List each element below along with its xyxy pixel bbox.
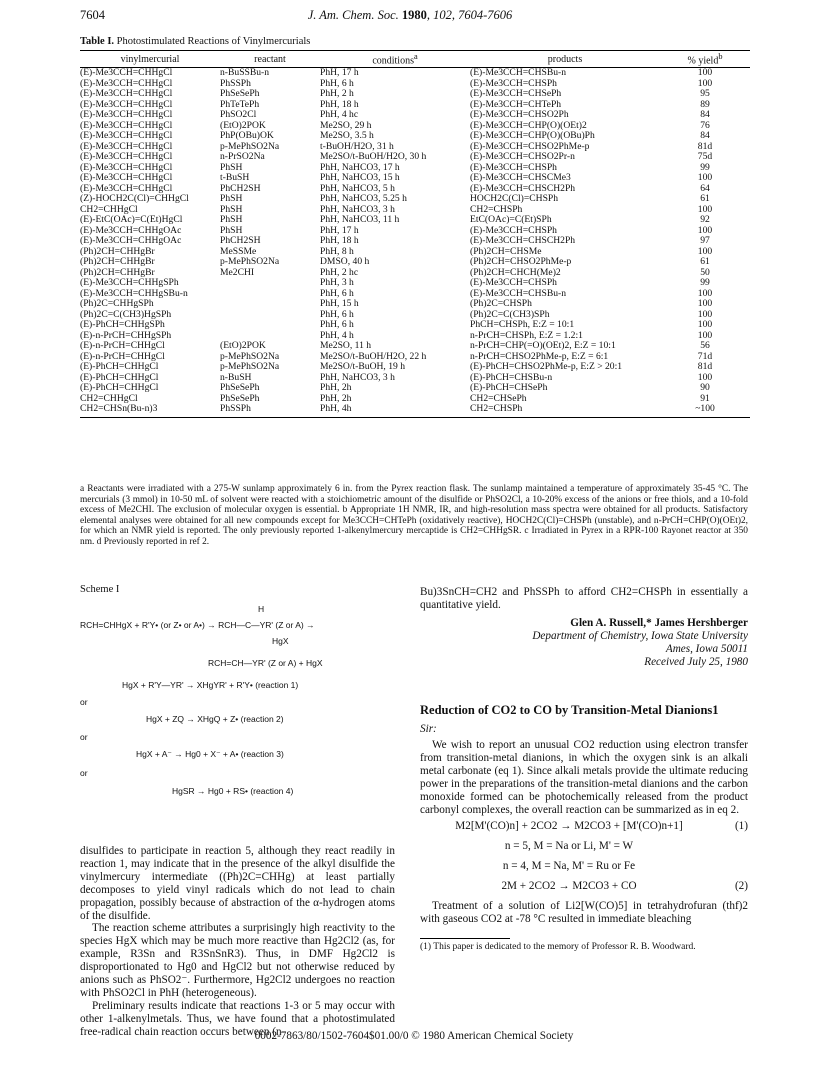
table-row <box>80 110 750 121</box>
table-cell <box>220 299 320 310</box>
table-row <box>80 362 750 373</box>
table-row <box>80 131 750 142</box>
table-cell: DMSO, 40 h <box>320 256 370 268</box>
table-cell: 100 <box>697 224 713 236</box>
table-cell: 84 <box>700 130 710 142</box>
table-cell: (E)-Me3CCH=CHP(O)(OBu)Ph <box>470 130 595 142</box>
table-cell: (Ph)2C=CHHgSPh <box>80 298 154 310</box>
table-row <box>80 100 750 111</box>
paragraph: Preliminary results indicate that reactions 1-3 or 5 may occur with other 1-alkenylmetals. Thus, we have found that a photostimulated free-radical chain reaction occurs between (n- <box>80 999 395 1038</box>
table-cell: PhH, 6 h <box>320 287 354 299</box>
table-cell: PhCH=CHSPh, E:Z = 10:1 <box>470 319 575 331</box>
scheme-line: HgX <box>272 636 289 646</box>
table-cell: CH2=CHSePh <box>470 392 527 404</box>
table-cell: 61 <box>700 193 710 205</box>
table-cell: PhSeSePh <box>220 382 260 394</box>
equation-1-condition: n = 4, M = Na, M' = Ru or Fe <box>502 859 636 872</box>
salutation: Sir: <box>420 723 437 736</box>
equation-1-condition: n = 5, M = Na or Li, M' = W <box>504 839 634 852</box>
authors: Glen A. Russell,* James Hershberger <box>570 616 748 629</box>
table-cell: PhSeSePh <box>220 392 260 404</box>
table-cell: (Ph)2CH=CHSMe <box>470 245 542 257</box>
table-cell: (E)-Me3CCH=CHSPh <box>470 161 557 173</box>
table-cell: PhH, 2h <box>320 382 352 394</box>
table-cell: PhH, 18 h <box>320 235 359 247</box>
table-cell: (E)-Me3CCH=CHSCH2Ph <box>470 235 576 247</box>
table-cell: PhH, 17 h <box>320 224 359 236</box>
table-cell: 81d <box>697 140 713 152</box>
table-cell: PhH, 4 h <box>320 329 354 341</box>
column-header: vinylmercurial <box>80 51 220 68</box>
table-cell: (E)-n-PrCH=CHHgCl <box>80 350 165 362</box>
table-row <box>80 79 750 90</box>
footnote-divider <box>420 938 510 939</box>
table-cell: 81d <box>697 361 713 373</box>
table-row <box>80 163 750 174</box>
received-date: Received July 25, 1980 <box>644 655 748 668</box>
table-cell: (E)-PhCH=CHHgCl <box>80 371 159 383</box>
table-header-row <box>80 51 750 68</box>
table-cell: PhH, NaHCO3, 15 h <box>320 172 400 184</box>
table-cell: (Ph)2CH=CHCH(Me)2 <box>470 266 561 278</box>
table-cell: 97 <box>700 235 710 247</box>
table-cell: PhH, 4 hc <box>320 109 359 121</box>
table-row <box>80 247 750 258</box>
table-cell: (Ph)2C=CHSPh <box>470 298 532 310</box>
table-row <box>80 373 750 384</box>
table-cell: PhH, 17 h <box>320 67 359 79</box>
table-cell: 76 <box>700 119 710 131</box>
table-row <box>80 68 750 79</box>
table-row <box>80 331 750 342</box>
scheme-line: HgX + ZQ → XHgQ + Z• (reaction 2) <box>146 714 284 724</box>
table-cell: p-MePhSO2Na <box>220 350 280 362</box>
page-footer: 0002-7863/80/1502-7604$01.00/0 © 1980 American Chemical Society <box>254 1030 574 1042</box>
table-cell: (E)-Me3CCH=CHHgCl <box>80 161 173 173</box>
table-cell: PhH, NaHCO3, 17 h <box>320 161 400 173</box>
table-row <box>80 383 750 394</box>
affiliation-city: Ames, Iowa 50011 <box>665 642 748 655</box>
table-cell: 95 <box>700 88 710 100</box>
table-caption: Table I. Photostimulated Reactions of Vinylmercurials <box>80 36 311 47</box>
table-cell: PhH, 18 h <box>320 98 359 110</box>
table-row <box>80 320 750 331</box>
table-cell: (E)-Me3CCH=CHSBu-n <box>470 67 567 79</box>
table-row <box>80 310 750 321</box>
paragraph: disulfides to participate in reaction 5, although they react readily in reaction 1, may indicate that in the presence of the alkyl disulfide the vinylmercury intermediate ((Ph)2C=CHHg) at least partially decomposes to yield vinyl radicals which do not lead to chain propagation, possibly because of abstraction of the α-hydrogen atoms of the disulfide. <box>80 845 395 922</box>
table-cell: 100 <box>697 287 713 299</box>
table-cell: EtC(OAc)=C(Et)SPh <box>470 214 552 226</box>
table-cell: PhTeTePh <box>220 98 260 110</box>
table-cell: 100 <box>697 203 713 215</box>
table-cell: (E)-Me3CCH=CHHgCl <box>80 119 173 131</box>
table-cell: PhH, NaHCO3, 5 h <box>320 182 395 194</box>
scheme-line: RCH=CH—YR' (Z or A) + HgX <box>208 658 323 668</box>
table-cell: PhH, 6 h <box>320 308 354 320</box>
table-cell: (Ph)2C=C(CH3)SPh <box>470 308 550 320</box>
column-header: % yield$^b$ <box>660 51 750 68</box>
table-cell: Me2SO, 3.5 h <box>320 130 374 142</box>
table-cell: PhH, 2 h <box>320 88 354 100</box>
table-cell: p-MePhSO2Na <box>220 361 280 373</box>
table-cell: PhSH <box>220 203 243 215</box>
table-cell: n-BuSSBu-n <box>220 67 270 79</box>
table-cell: 100 <box>697 67 713 79</box>
table-cell: (E)-Me3CCH=CHHgCl <box>80 130 173 142</box>
table-cell: (E)-PhCH=CHHgSPh <box>80 319 165 331</box>
table-cell: (Ph)2CH=CHSO2PhMe-p <box>470 256 572 268</box>
table-cell: (Ph)2CH=CHHgBr <box>80 256 155 268</box>
left-column-text <box>80 845 395 1039</box>
table-cell: PhH, 3 h <box>320 277 354 289</box>
table-cell: PhSH <box>220 161 243 173</box>
table-cell: CH2=CHSn(Bu-n)3 <box>80 404 220 417</box>
table-cell: (E)-Me3CCH=CHSePh <box>470 88 562 100</box>
table-cell: PhH, NaHCO3, 5.25 h <box>320 193 407 205</box>
table-cell: PhH, 4h <box>320 404 470 417</box>
table-cell <box>220 320 320 331</box>
table-cell: t-BuOH/H2O, 31 h <box>320 140 394 152</box>
scheme-diagram <box>80 584 405 839</box>
table-cell: PhSH <box>220 214 243 226</box>
page-number: 7604 <box>80 8 105 22</box>
table-cell: (Ph)2CH=CHHgBr <box>80 266 155 278</box>
table-cell: (E)-Me3CCH=CHSCH2Ph <box>470 182 576 194</box>
table-cell: Me2SO/t-BuOH, 19 h <box>320 361 406 373</box>
table-cell: 100 <box>697 245 713 257</box>
table-cell: (E)-Me3CCH=CHHgSPh <box>80 277 179 289</box>
scheme-line: or <box>80 732 88 742</box>
table-cell: 84 <box>700 109 710 121</box>
table-cell: 91 <box>700 392 710 404</box>
table-cell: (E)-Me3CCH=CHSO2Pr-n <box>470 151 575 163</box>
table-cell: 100 <box>697 371 713 383</box>
data-table <box>80 50 750 418</box>
table-cell: PhH, 6 h <box>320 77 354 89</box>
table-cell: 71d <box>697 350 713 362</box>
table-cell: (E)-PhCH=CHSBu-n <box>470 371 553 383</box>
table-cell: MeSSMe <box>220 245 257 257</box>
table-row <box>80 352 750 363</box>
table-cell: PhCH2SH <box>220 182 261 194</box>
table-cell: (EtO)2POK <box>220 119 266 131</box>
table-cell: n-PrCH=CHSPh, E:Z = 1.2:1 <box>470 329 583 341</box>
table-cell: (E)-PhCH=CHSO2PhMe-p, E:Z > 20:1 <box>470 361 623 373</box>
table-cell: 100 <box>697 298 713 310</box>
table-cell: (E)-Me3CCH=CHSO2PhMe-p <box>470 140 590 152</box>
table-cell: PhH, NaHCO3, 11 h <box>320 214 400 226</box>
table-cell: (E)-Me3CCH=CHHgCl <box>80 182 173 194</box>
table-cell: (E)-n-PrCH=CHHgCl <box>80 340 165 352</box>
table-cell: 64 <box>700 182 710 194</box>
table-cell: PhH, 2h <box>320 392 352 404</box>
table-cell: Me2SO, 29 h <box>320 119 372 131</box>
scheme-line: RCH=CHHgX + R'Y• (or Z• or A•) → RCH—C—YR' (Z or A) → <box>80 620 315 630</box>
table-cell: 100 <box>697 319 713 331</box>
table-cell: (Ph)2C=C(CH3)HgSPh <box>80 308 172 320</box>
table-cell: CH2=CHHgCl <box>80 392 138 404</box>
table-cell: 99 <box>700 277 710 289</box>
table-row <box>80 268 750 279</box>
equation-1: M2[M'(CO)n] + 2CO2 → M2CO3 + [M'(CO)n+1] (1) <box>455 819 748 832</box>
table-footnotes: a Reactants were irradiated with a 275-W sunlamp approximately 6 in. from the Pyrex reaction flask. The sunlamp maintained a temperature of approximately 35-45 °C. The mercurials (3 mmol) in 10-50 mL of solvent were reacted with a stoichiometric amount of the disulfide or PhSO2Cl, a 10-20% excess of the anions or free thiols, and a 10-fold excess of Me2CHI. The exclusion of molecular oxygen is essential. b Appropriate 1H NMR, IR, and high-resolution mass spectra were obtained for all products. Satisfactory elemental analyses were obtained for all new compounds except for Me3CCH=CHTePh (oxidatively reactive), HOCH2C(Cl)=CHSPh (unstable), and n-PrCH=CHP(O)(OEt)2, for which an NMR yield is reported. The only previously reported 1-alkenylmercury mercaptide is CH2=CHHgSR. c Irradiated in Pyrex in a RPR-100 Rayonet reactor at 350 nm. d Previously reported in ref 2. <box>80 484 748 547</box>
footnote: (1) This paper is dedicated to the memory of Professor R. B. Woodward. <box>420 941 696 952</box>
table-cell: 89 <box>700 98 710 110</box>
table-cell: (E)-Me3CCH=CHHgCl <box>80 109 173 121</box>
table-cell: 61 <box>700 256 710 268</box>
table-cell <box>220 289 320 300</box>
table-row <box>80 89 750 100</box>
table-cell <box>220 278 320 289</box>
table-cell: CH2=CHSPh <box>470 203 523 215</box>
table-cell: PhSSPh <box>220 77 251 89</box>
column-header: products <box>470 51 660 68</box>
table-cell: (E)-Me3CCH=CHHgCl <box>80 67 173 79</box>
table-cell: (E)-Me3CCH=CHHgCl <box>80 88 173 100</box>
table-cell: p-MePhSO2Na <box>220 140 280 152</box>
table-cell: PhH, NaHCO3, 3 h <box>320 371 395 383</box>
equation-2: 2M + 2CO2 → M2CO3 + CO (2) <box>501 879 748 892</box>
table-cell: CH2=CHHgCl <box>80 203 138 215</box>
table-cell <box>220 310 320 321</box>
table-cell: t-BuSH <box>220 172 250 184</box>
table-cell: PhCH2SH <box>220 235 261 247</box>
page-header <box>80 8 740 26</box>
table-cell: n-BuSH <box>220 371 252 383</box>
table-cell: PhSO2Cl <box>220 109 257 121</box>
scheme-line: or <box>80 697 88 707</box>
table-cell: PhSH <box>220 224 243 236</box>
table-cell: p-MePhSO2Na <box>220 256 280 268</box>
column-header: conditions$^a$ <box>320 51 470 68</box>
article-title: Reduction of CO2 to CO by Transition-Metal Dianions1 <box>420 703 719 718</box>
table-cell: n-PrCH=CHP(=O)(OEt)2, E:Z = 10:1 <box>470 340 616 352</box>
paragraph: Treatment of a solution of Li2[W(CO)5] in tetrahydrofuran (thf)2 with gaseous CO2 at -78 °C resulted in immediate bleaching <box>420 899 748 925</box>
table-cell: (E)-Me3CCH=CHHgCl <box>80 77 173 89</box>
scheme-line: HgX + R'Y—YR' → XHgYR' + R'Y• (reaction 1) <box>122 680 299 690</box>
table-cell: 56 <box>700 340 710 352</box>
table-row <box>80 299 750 310</box>
table-row <box>80 173 750 184</box>
table-cell: PhH, 8 h <box>320 245 354 257</box>
table-cell: 100 <box>697 172 713 184</box>
table-cell: 100 <box>697 329 713 341</box>
table-cell: (E)-Me3CCH=CHHgCl <box>80 172 173 184</box>
table-cell: n-PrSO2Na <box>220 151 265 163</box>
table-cell: PhH, 2 hc <box>320 266 359 278</box>
table-cell: (E)-Me3CCH=CHHgSBu-n <box>80 287 188 299</box>
table-cell: (E)-Me3CCH=CHHgCl <box>80 151 173 163</box>
table-cell: ~100 <box>660 404 750 417</box>
table-cell: (E)-Me3CCH=CHHgCl <box>80 140 173 152</box>
table-cell: (E)-Me3CCH=CHHgCl <box>80 98 173 110</box>
table-row <box>80 194 750 205</box>
table-cell: 100 <box>697 77 713 89</box>
table-cell: (E)-PhCH=CHHgCl <box>80 382 159 394</box>
table-cell: (E)-Me3CCH=CHSPh <box>470 277 557 289</box>
right-column <box>420 586 748 953</box>
scheme-line: or <box>80 768 88 778</box>
table-cell: PhH, NaHCO3, 3 h <box>320 203 395 215</box>
table-cell: 99 <box>700 161 710 173</box>
table-cell: (EtO)2POK <box>220 340 266 352</box>
table-cell: (E)-Me3CCH=CHP(O)(OEt)2 <box>470 119 587 131</box>
table-cell: PhSSPh <box>220 404 320 417</box>
paragraph: We wish to report an unusual CO2 reduction using electron transfer from transition-metal dianions, in which the oxygen sink is an alkali metal carbonate (eq 1). Since alkali metals provide the ultimate reducing power in the preparations of the transition-metal dianions and the carbon monoxide formed can be photochemically released from the product carbonyl complexes, the overall reaction can be summarized as in eq 2. <box>420 739 748 816</box>
table-row <box>80 404 750 417</box>
table-cell: Me2SO, 11 h <box>320 340 372 352</box>
table-cell: PhSeSePh <box>220 88 260 100</box>
table-row <box>80 394 750 405</box>
paragraph: The reaction scheme attributes a surprisingly high reactivity to the species HgX which may be much more reactive than Hg2Cl2 (as, for example, R3Sn and R3SnSnR3). Thus, in DMF Hg2Cl2 is disproportionated to Hg0 and HgCl2 but not otherwise reduced by anions such as PhSO2⁻. Furthermore, Hg2Cl2 undergoes no reaction with PhSO2Cl in PhH (heterogeneous). <box>80 922 395 999</box>
paragraph: Bu)3SnCH=CH2 and PhSSPh to afford CH2=CHSPh in essentially a quantitative yield. <box>420 586 748 611</box>
table-cell: 75d <box>697 151 713 163</box>
table-cell: (E)-Me3CCH=CHHgOAc <box>80 224 182 236</box>
scheme-line: HgX + A⁻ → Hg0 + X⁻ + A• (reaction 3) <box>136 749 284 759</box>
table-cell: Me2CHI <box>220 266 255 278</box>
table-cell: 92 <box>700 214 710 226</box>
table-cell: Me2SO/t-BuOH/H2O, 22 h <box>320 350 427 362</box>
scheme-line: HgSR → Hg0 + RS• (reaction 4) <box>172 786 294 796</box>
column-header: reactant <box>220 51 320 68</box>
table-cell: (E)-Me3CCH=CHHgOAc <box>80 235 182 247</box>
scheme-title: Scheme I <box>80 584 120 595</box>
table-cell: (E)-n-PrCH=CHHgSPh <box>80 329 172 341</box>
table-cell: (Ph)2CH=CHHgBr <box>80 245 155 257</box>
table-cell: n-PrCH=CHSO2PhMe-p, E:Z = 6:1 <box>470 350 609 362</box>
journal-citation: J. Am. Chem. Soc. 1980, 102, 7604-7606 <box>307 8 513 22</box>
table-cell: (Z)-HOCH2C(Cl)=CHHgCl <box>80 193 189 205</box>
table-cell: (E)-Me3CCH=CHSPh <box>470 224 557 236</box>
table-cell: (E)-PhCH=CHHgCl <box>80 361 159 373</box>
table-cell: (E)-Me3CCH=CHTePh <box>470 98 562 110</box>
table-row <box>80 257 750 268</box>
table-cell: PhH, 15 h <box>320 298 359 310</box>
table-cell: (E)-EtC(OAc)=C(Et)HgCl <box>80 214 183 226</box>
table-cell: 100 <box>697 308 713 320</box>
table-cell: 50 <box>700 266 710 278</box>
table-row <box>80 289 750 300</box>
table-cell: (E)-Me3CCH=CHSPh <box>470 77 557 89</box>
table-cell: Me2SO/t-BuOH/H2O, 30 h <box>320 151 427 163</box>
table-cell: (E)-Me3CCH=CHSO2Ph <box>470 109 569 121</box>
table-row <box>80 121 750 132</box>
affiliation: Department of Chemistry, Iowa State University <box>532 629 748 642</box>
table-cell: PhH, 6 h <box>320 319 354 331</box>
scheme-line: H <box>258 604 265 614</box>
table-row <box>80 236 750 247</box>
table-cell: (E)-Me3CCH=CHSCMe3 <box>470 172 571 184</box>
table-cell: CH2=CHSPh <box>470 404 660 417</box>
table-cell: 90 <box>700 382 710 394</box>
table-row <box>80 152 750 163</box>
table-cell: (E)-Me3CCH=CHSBu-n <box>470 287 567 299</box>
table-cell: PhSH <box>220 193 243 205</box>
table-cell: HOCH2C(Cl)=CHSPh <box>470 193 559 205</box>
table-cell: PhP(OBu)OK <box>220 130 274 142</box>
table-cell: (E)-PhCH=CHSePh <box>470 382 548 394</box>
